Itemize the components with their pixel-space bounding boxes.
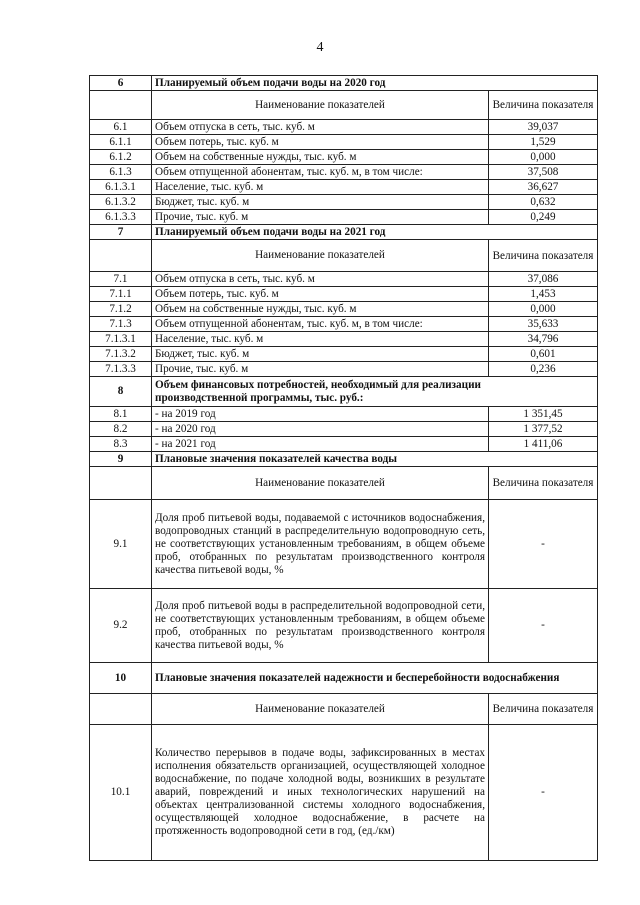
- column-header-row: [90, 240, 598, 272]
- section-title: Плановые значения показателей надежности и бесперебойности водоснабжения: [152, 663, 598, 694]
- table-row: 6.1 Объем отпуска в сеть, тыс. куб. м 39,037: [90, 120, 598, 135]
- value-column-header: Величина показателя: [489, 467, 598, 500]
- table-row: 7.1.2 Объем на собственные нужды, тыс. куб. м 0,000: [90, 302, 598, 317]
- table-row: 8.2 - на 2020 год 1 377,52: [90, 422, 598, 437]
- table-row: 7.1.3.2 Бюджет, тыс. куб. м 0,601: [90, 347, 598, 362]
- section-number: 6: [90, 76, 152, 91]
- table-row: 7.1.1 Объем потерь, тыс. куб. м 1,453: [90, 287, 598, 302]
- section-10-title-row: [90, 663, 598, 694]
- section-title: Планируемый объем подачи воды на 2020 год: [152, 76, 598, 91]
- section-7-title-row: [90, 225, 598, 240]
- table-row: 7.1 Объем отпуска в сеть, тыс. куб. м 37,086: [90, 272, 598, 287]
- indicators-table: [89, 75, 598, 861]
- section-6-title-row: [90, 76, 598, 91]
- table-row: 6.1.2 Объем на собственные нужды, тыс. куб. м 0,000: [90, 150, 598, 165]
- page-number: 4: [316, 40, 324, 55]
- table-row: 6.1.1 Объем потерь, тыс. куб. м 1,529: [90, 135, 598, 150]
- value-column-header: Величина показателя: [489, 91, 598, 120]
- name-column-header: Наименование показателей: [152, 240, 489, 272]
- section-number: 9: [90, 452, 152, 467]
- section-title: Плановые значения показателей качества воды: [152, 452, 598, 467]
- table-row: 7.1.3.1 Население, тыс. куб. м 34,796: [90, 332, 598, 347]
- section-number: 10: [90, 663, 152, 694]
- value-column-header: Величина показателя: [489, 694, 598, 725]
- table-row: 6.1.3.3 Прочие, тыс. куб. м 0,249: [90, 210, 598, 225]
- section-title: Планируемый объем подачи воды на 2021 год: [152, 225, 598, 240]
- table-row: 8.1 - на 2019 год 1 351,45: [90, 407, 598, 422]
- column-header-row: [90, 694, 598, 725]
- table-row: 8.3 - на 2021 год 1 411,06: [90, 437, 598, 452]
- table-row: 9.1 Доля проб питьевой воды, подаваемой с источников водоснабжения, водопроводных станций в распределительную водопроводную сеть, не соответствующих установленным требованиям, в общем объеме проб, отобранных по результатам производственного контроля качества питьевой воды, % -: [90, 500, 598, 589]
- column-header-row: [90, 91, 598, 120]
- table-row: 9.2 Доля проб питьевой воды в распределительной водопроводной сети, не соответствующих установленным требованиям, в общем объеме проб, отобранных по результатам производственного контроля качества питьевой воды, % -: [90, 589, 598, 663]
- section-title: Объем финансовых потребностей, необходимый для реализации производственной программы, тыс. руб.:: [152, 377, 598, 407]
- table-row: 10.1 Количество перерывов в подаче воды, зафиксированных в местах исполнения обязательств организацией, осуществляющей холодное водоснабжение, по подаче холодной воды, возникших в результате аварий, повреждений и иных технологических нарушений на объектах централизованной системы холодного водоснабжения, осуществляющей холодное водоснабжение, в расчете на протяженность водопроводной сети в год, (ед./км) -: [90, 725, 598, 861]
- column-header-row: [90, 467, 598, 500]
- section-9-title-row: [90, 452, 598, 467]
- name-column-header: Наименование показателей: [152, 694, 489, 725]
- section-number: 7: [90, 225, 152, 240]
- table-row: 6.1.3.1 Население, тыс. куб. м 36,627: [90, 180, 598, 195]
- section-number: 8: [90, 377, 152, 407]
- name-column-header: Наименование показателей: [152, 467, 489, 500]
- table-row: 6.1.3 Объем отпущенной абонентам, тыс. куб. м, в том числе: 37,508: [90, 165, 598, 180]
- table-row: 7.1.3 Объем отпущенной абонентам, тыс. куб. м, в том числе: 35,633: [90, 317, 598, 332]
- table-row: 7.1.3.3 Прочие, тыс. куб. м 0,236: [90, 362, 598, 377]
- value-column-header: Величина показателя: [489, 240, 598, 272]
- section-8-title-row: [90, 377, 598, 407]
- name-column-header: Наименование показателей: [152, 91, 489, 120]
- table-row: 6.1.3.2 Бюджет, тыс. куб. м 0,632: [90, 195, 598, 210]
